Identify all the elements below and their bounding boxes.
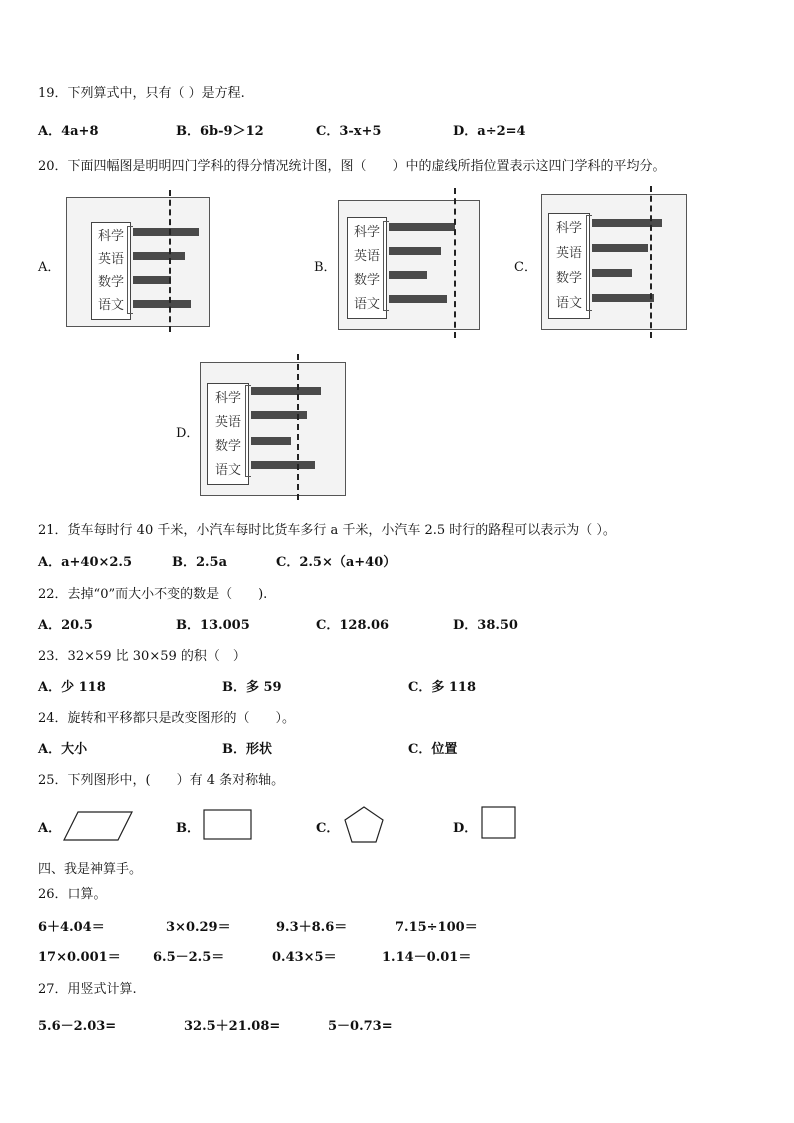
q26-item-8: 1.14－0.01＝ <box>382 950 472 965</box>
bar-math <box>251 437 291 445</box>
subject-math: 数学 <box>555 271 582 286</box>
question-27-stem: 27．用竖式计算. <box>38 982 137 997</box>
q21-option-b[interactable]: B．2.5a <box>172 555 228 570</box>
bar-chart-b <box>338 200 480 330</box>
q20-option-d-label[interactable]: D． <box>176 426 200 441</box>
q24-option-c[interactable]: C．位置 <box>408 742 458 757</box>
q27-item-3: 5－0.73= <box>328 1019 393 1034</box>
q26-item-7: 0.43×5＝ <box>272 950 337 965</box>
question-23-stem: 23．32×59 比 30×59 的积（ ） <box>38 649 246 664</box>
question-22-stem: 22．去掉“0”而大小不变的数是（ ). <box>38 587 268 602</box>
q23-option-c[interactable]: C．多 118 <box>408 680 477 695</box>
q21-option-a[interactable]: A．a+40×2.5 <box>38 555 133 570</box>
subject-english: 英语 <box>97 252 124 267</box>
average-dashed-line-d <box>297 354 299 500</box>
question-21-stem: 21．货车每时行 40 千米，小汽车每时比货车多行 a 千米，小汽车 2.5 时行的路程可以表示为（ ）。 <box>38 523 616 538</box>
q26-item-6: 6.5－2.5＝ <box>153 950 225 965</box>
subject-science: 科学 <box>214 390 241 406</box>
bar-math <box>592 269 632 277</box>
q23-option-b[interactable]: B．多 59 <box>222 680 282 695</box>
subject-list <box>207 383 249 485</box>
q20-option-c-label[interactable]: C． <box>514 260 537 275</box>
q25-option-c[interactable]: C． <box>316 821 340 836</box>
q19-option-b[interactable]: B．6b-9＞12 <box>176 124 264 139</box>
question-25-stem: 25．下列图形中，( ）有 4 条对称轴。 <box>38 773 285 788</box>
subject-math: 数学 <box>353 272 380 288</box>
bar-science <box>389 223 455 231</box>
q23-option-a[interactable]: A．少 118 <box>38 680 106 695</box>
q20-option-a-label[interactable]: A． <box>38 260 61 275</box>
average-dashed-line-b <box>454 188 456 338</box>
question-26-stem: 26．口算。 <box>38 887 107 902</box>
subject-science: 科学 <box>97 229 124 244</box>
section-4-title: 四、我是神算手。 <box>38 862 143 877</box>
q27-item-2: 32.5＋21.08= <box>184 1019 281 1034</box>
q22-option-d[interactable]: D．38.50 <box>453 618 518 633</box>
bar-science <box>133 228 199 236</box>
q19-option-a[interactable]: A．4a+8 <box>38 124 99 139</box>
subject-science: 科学 <box>555 221 582 236</box>
parallelogram-icon <box>62 810 134 842</box>
subject-list <box>347 217 387 319</box>
subject-chinese: 语文 <box>555 296 582 311</box>
subject-chinese: 语文 <box>97 298 124 313</box>
question-20-stem: 20．下面四幅图是明明四门学科的得分情况统计图，图（ ）中的虚线所指位置表示这四门学科的平均分。 <box>38 159 666 174</box>
bar-english <box>133 252 185 260</box>
subject-english: 英语 <box>555 246 582 261</box>
subject-chinese: 语文 <box>353 296 380 312</box>
bar-chart-c <box>541 194 687 330</box>
subject-english: 英语 <box>353 248 380 264</box>
subject-chinese: 语文 <box>214 462 241 478</box>
pentagon-icon <box>342 805 386 845</box>
bar-math <box>133 276 171 284</box>
bar-math <box>389 271 427 279</box>
q24-option-b[interactable]: B．形状 <box>222 742 272 757</box>
subject-list <box>91 222 131 320</box>
q26-item-1: 6＋4.04＝ <box>38 920 105 935</box>
subject-english: 英语 <box>214 414 241 430</box>
q27-item-1: 5.6－2.03= <box>38 1019 117 1034</box>
bar-chinese <box>389 295 447 303</box>
bar-chinese <box>592 294 654 302</box>
bar-science <box>251 387 321 395</box>
average-dashed-line-c <box>650 186 652 338</box>
rectangle-icon <box>203 809 253 841</box>
q26-item-3: 9.3＋8.6＝ <box>276 920 348 935</box>
bar-chart-d <box>200 362 346 496</box>
subject-science: 科学 <box>353 224 380 240</box>
q22-option-c[interactable]: C．128.06 <box>316 618 390 633</box>
q25-option-b[interactable]: B． <box>176 821 200 836</box>
q25-option-d[interactable]: D． <box>453 821 478 836</box>
subject-math: 数学 <box>214 438 241 454</box>
q26-item-2: 3×0.29＝ <box>166 920 231 935</box>
q25-option-a[interactable]: A． <box>38 821 62 836</box>
bar-chinese <box>251 461 315 469</box>
question-19-stem: 19．下列算式中，只有（ ）是方程. <box>38 86 245 101</box>
q21-option-c[interactable]: C．2.5×（a+40） <box>276 555 397 570</box>
q26-item-5: 17×0.001＝ <box>38 950 121 965</box>
square-icon <box>481 806 517 840</box>
q24-option-a[interactable]: A．大小 <box>38 742 88 757</box>
bar-english <box>592 244 648 252</box>
bar-chinese <box>133 300 191 308</box>
subject-list <box>548 213 590 319</box>
q20-option-b-label[interactable]: B． <box>314 260 337 275</box>
q22-option-a[interactable]: A．20.5 <box>38 618 93 633</box>
q26-item-4: 7.15÷100＝ <box>395 920 478 935</box>
question-24-stem: 24．旋转和平移都只是改变图形的（ ）。 <box>38 711 296 726</box>
bar-english <box>389 247 441 255</box>
bar-chart-a <box>66 197 210 327</box>
subject-math: 数学 <box>97 275 124 290</box>
q19-option-c[interactable]: C．3-x+5 <box>316 124 382 139</box>
q19-option-d[interactable]: D．a÷2=4 <box>453 124 526 139</box>
q22-option-b[interactable]: B．13.005 <box>176 618 250 633</box>
average-dashed-line-a <box>169 190 171 332</box>
